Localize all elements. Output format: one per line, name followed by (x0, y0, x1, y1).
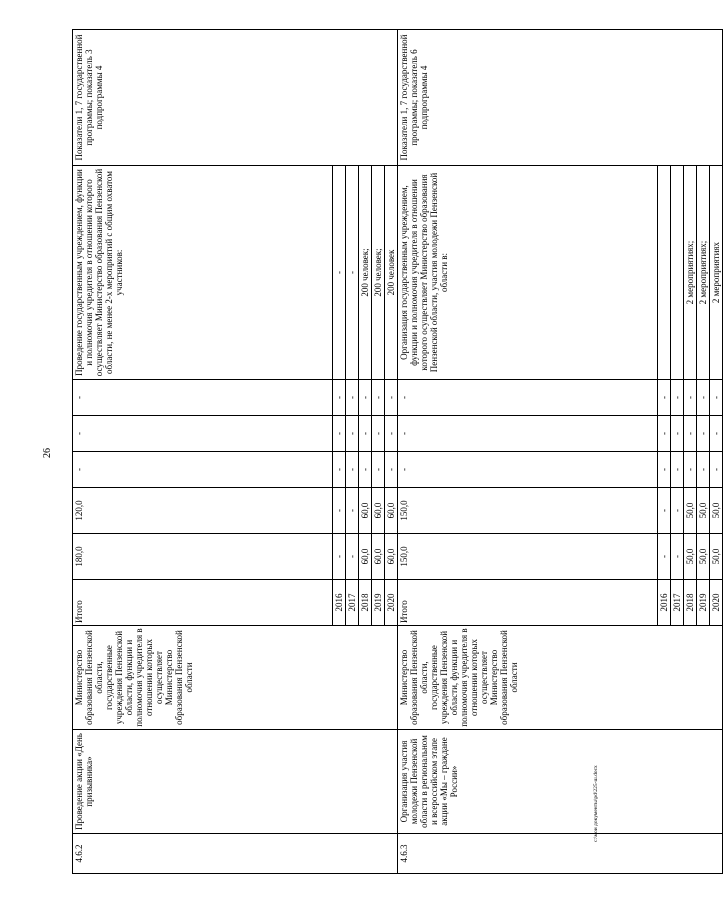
value-cell: - (333, 488, 346, 534)
value-cell: - (333, 452, 346, 488)
result-description: Организация государственным учреждением, функции и полномочия учредителя в отношении которого осуществляет Министерство образования Пензенской области, участия молодежи Пензенской области в: (398, 166, 658, 380)
value-cell: - (710, 452, 723, 488)
value-cell: - (333, 534, 346, 580)
year-cell: 2020 (710, 580, 723, 626)
value-cell: 50,0 (684, 488, 697, 534)
value-cell: - (658, 380, 671, 416)
value-cell: 50,0 (697, 488, 710, 534)
value-cell: 60,0 (372, 488, 385, 534)
total-value: 150,0 (398, 488, 658, 534)
value-cell: - (346, 534, 359, 580)
value-cell: - (658, 416, 671, 452)
value-cell: - (658, 452, 671, 488)
value-cell: - (697, 416, 710, 452)
year-cell: 2019 (372, 580, 385, 626)
total-label: Итого (73, 580, 333, 626)
result-value: 2 мероприятиях (710, 166, 723, 380)
value-cell: - (372, 380, 385, 416)
program-table (72, 29, 723, 874)
total-value: - (398, 416, 658, 452)
executor: Министерство образования Пензенской области, государственные учреждения Пензенской области, функции и полномочия учредителя в отношении которых осуществляет Министерство образования Пензенской области (73, 626, 398, 730)
value-cell: - (346, 380, 359, 416)
value-cell: - (697, 380, 710, 416)
value-cell: - (346, 488, 359, 534)
result-value: 2 мероприятиях; (697, 166, 710, 380)
value-cell: - (359, 380, 372, 416)
value-cell: 60,0 (385, 488, 398, 534)
total-value: - (73, 452, 333, 488)
result-value: - (333, 166, 346, 380)
value-cell: 60,0 (359, 534, 372, 580)
value-cell: - (333, 380, 346, 416)
value-cell: - (658, 488, 671, 534)
section-total-row (73, 30, 333, 874)
value-cell: - (671, 380, 684, 416)
value-cell: - (372, 452, 385, 488)
year-cell: 2018 (359, 580, 372, 626)
result-value: 200 человек (385, 166, 398, 380)
indicator: Показатели 1, 7 государственной программы; показатель 6 подпрограммы 4 (398, 30, 723, 166)
value-cell: - (671, 416, 684, 452)
value-cell: 50,0 (710, 534, 723, 580)
indicator: Показатели 1, 7 государственной программы; показатель 3 подпрограммы 4 (73, 30, 398, 166)
value-cell: - (359, 416, 372, 452)
value-cell: - (684, 452, 697, 488)
year-cell: 2017 (671, 580, 684, 626)
value-cell: - (333, 416, 346, 452)
value-cell: - (658, 534, 671, 580)
value-cell: - (710, 380, 723, 416)
total-value: - (398, 380, 658, 416)
value-cell: - (385, 416, 398, 452)
value-cell: - (684, 416, 697, 452)
event-name: Проведение акции «День призывника» (73, 730, 398, 834)
year-cell: 2018 (684, 580, 697, 626)
year-cell: 2020 (385, 580, 398, 626)
year-cell: 2016 (333, 580, 346, 626)
file-path-footer: c:\мои документы\pd\225-ш.docx (593, 765, 599, 842)
value-cell: - (671, 534, 684, 580)
total-value: - (73, 416, 333, 452)
executor: Министерство образования Пензенской области, государственные учреждения Пензенской области, функции и полномочия учредителя в отношении которых осуществляет Министерство образования Пензенской области (398, 626, 723, 730)
value-cell: - (697, 452, 710, 488)
rotated-page-content (72, 34, 721, 874)
result-description: Проведение государственным учреждением, функции и полномочия учредителя в отношении которого осуществляет Министерство образования Пензенской области, не менее 2-х мероприятий с общим охватом участников: (73, 166, 333, 380)
value-cell: 50,0 (710, 488, 723, 534)
value-cell: - (671, 452, 684, 488)
value-cell: - (671, 488, 684, 534)
value-cell: - (359, 452, 372, 488)
page-number: 26 (42, 448, 53, 458)
value-cell: 60,0 (359, 488, 372, 534)
value-cell: 50,0 (684, 534, 697, 580)
year-cell: 2019 (697, 580, 710, 626)
section-total-row (398, 30, 658, 874)
result-value (658, 166, 671, 380)
item-code: 4.6.2 (73, 834, 398, 874)
total-value: - (73, 380, 333, 416)
value-cell: - (710, 416, 723, 452)
value-cell: - (385, 380, 398, 416)
total-value: 150,0 (398, 534, 658, 580)
value-cell: 60,0 (372, 534, 385, 580)
value-cell: - (372, 416, 385, 452)
result-value: 200 человек; (372, 166, 385, 380)
value-cell: 50,0 (697, 534, 710, 580)
value-cell: - (385, 452, 398, 488)
value-cell: - (346, 452, 359, 488)
result-value: - (346, 166, 359, 380)
item-code: 4.6.3 (398, 834, 723, 874)
total-value: 180,0 (73, 534, 333, 580)
event-name: Организация участия молодежи Пензенской области в региональном и всероссийском этапе акции «Мы – граждане России» (398, 730, 723, 834)
total-label: Итого (398, 580, 658, 626)
year-cell: 2016 (658, 580, 671, 626)
value-cell: - (684, 380, 697, 416)
total-value: 120,0 (73, 488, 333, 534)
result-value (671, 166, 684, 380)
result-value: 2 мероприятиях; (684, 166, 697, 380)
total-value: - (398, 452, 658, 488)
result-value: 200 человек; (359, 166, 372, 380)
year-cell: 2017 (346, 580, 359, 626)
value-cell: - (346, 416, 359, 452)
value-cell: 60,0 (385, 534, 398, 580)
table-body (73, 30, 723, 874)
